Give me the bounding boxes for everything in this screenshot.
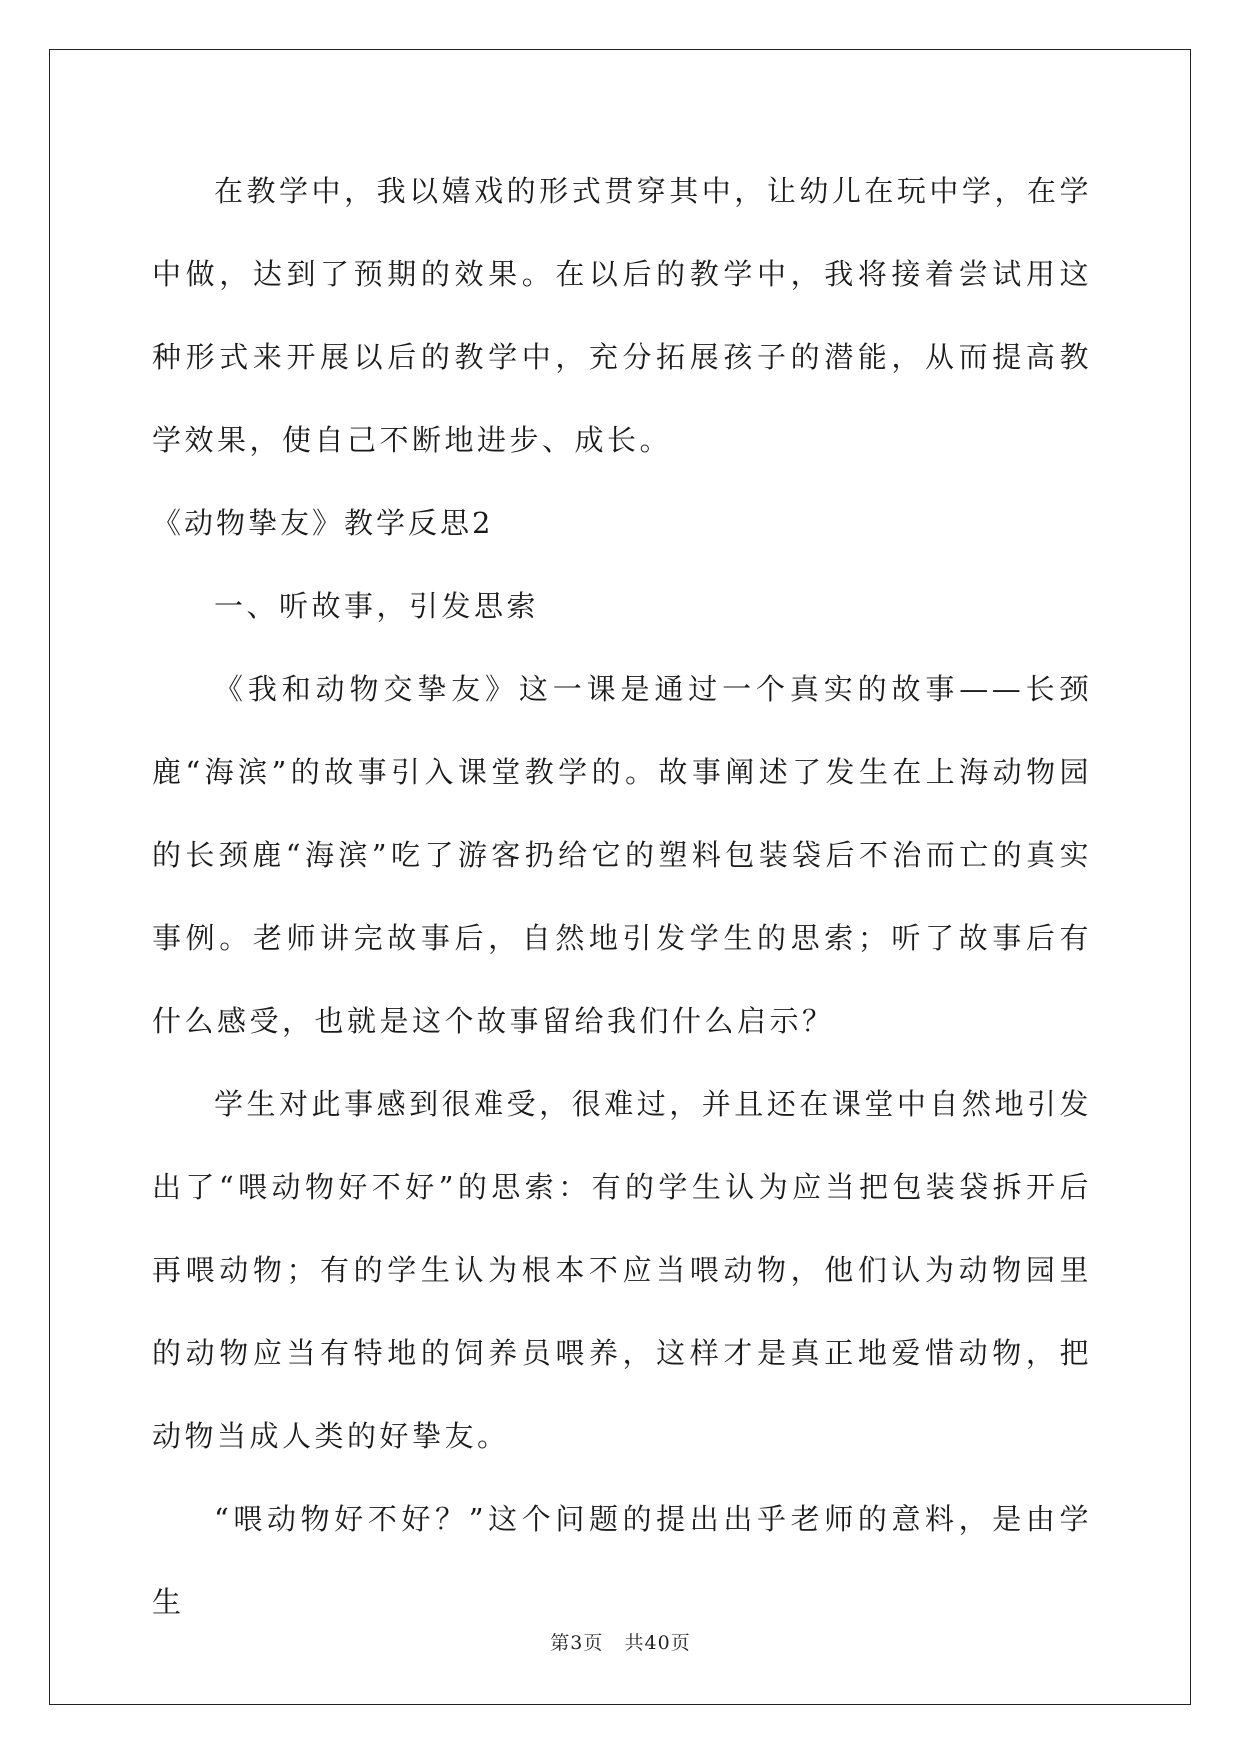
document-body [152, 150, 1092, 1644]
paragraph-4: “喂动物好不好？”这个问题的提出出乎老师的意料，是由学生 [152, 1502, 1092, 1619]
section-title: 《动物挚友》教学反思2 [152, 506, 494, 540]
page-footer [0, 1628, 1241, 1655]
page-total: 共40页 [624, 1632, 691, 1654]
page-number: 第3页 [550, 1632, 604, 1654]
paragraph-3: 学生对此事感到很难受，很难过，并且还在课堂中自然地引发出了“喂动物好不好”的思索：有的学生认为应当把包装袋拆开后再喂动物；有的学生认为根本不应当喂动物，他们认为动物园里的动物应当有特地的饲养员喂养，这样才是真正地爱惜动物，把动物当成人类的好挚友。 [152, 1087, 1092, 1453]
paragraph-2: 《我和动物交挚友》这一课是通过一个真实的故事——长颈鹿“海滨”的故事引入课堂教学的。故事阐述了发生在上海动物园的长颈鹿“海滨”吃了游客扔给它的塑料包装袋后不治而亡的真实事例。老师讲完故事后，自然地引发学生的思索；听了故事后有什么感受，也就是这个故事留给我们什么启示？ [152, 672, 1092, 1038]
paragraph-1: 在教学中，我以嬉戏的形式贯穿其中，让幼儿在玩中学，在学中做，达到了预期的效果。在以后的教学中，我将接着尝试用这种形式来开展以后的教学中，充分拓展孩子的潜能，从而提高教学效果，使自己不断地进步、成长。 [152, 174, 1092, 457]
section-subheading: 一、听故事，引发思索 [214, 589, 540, 623]
